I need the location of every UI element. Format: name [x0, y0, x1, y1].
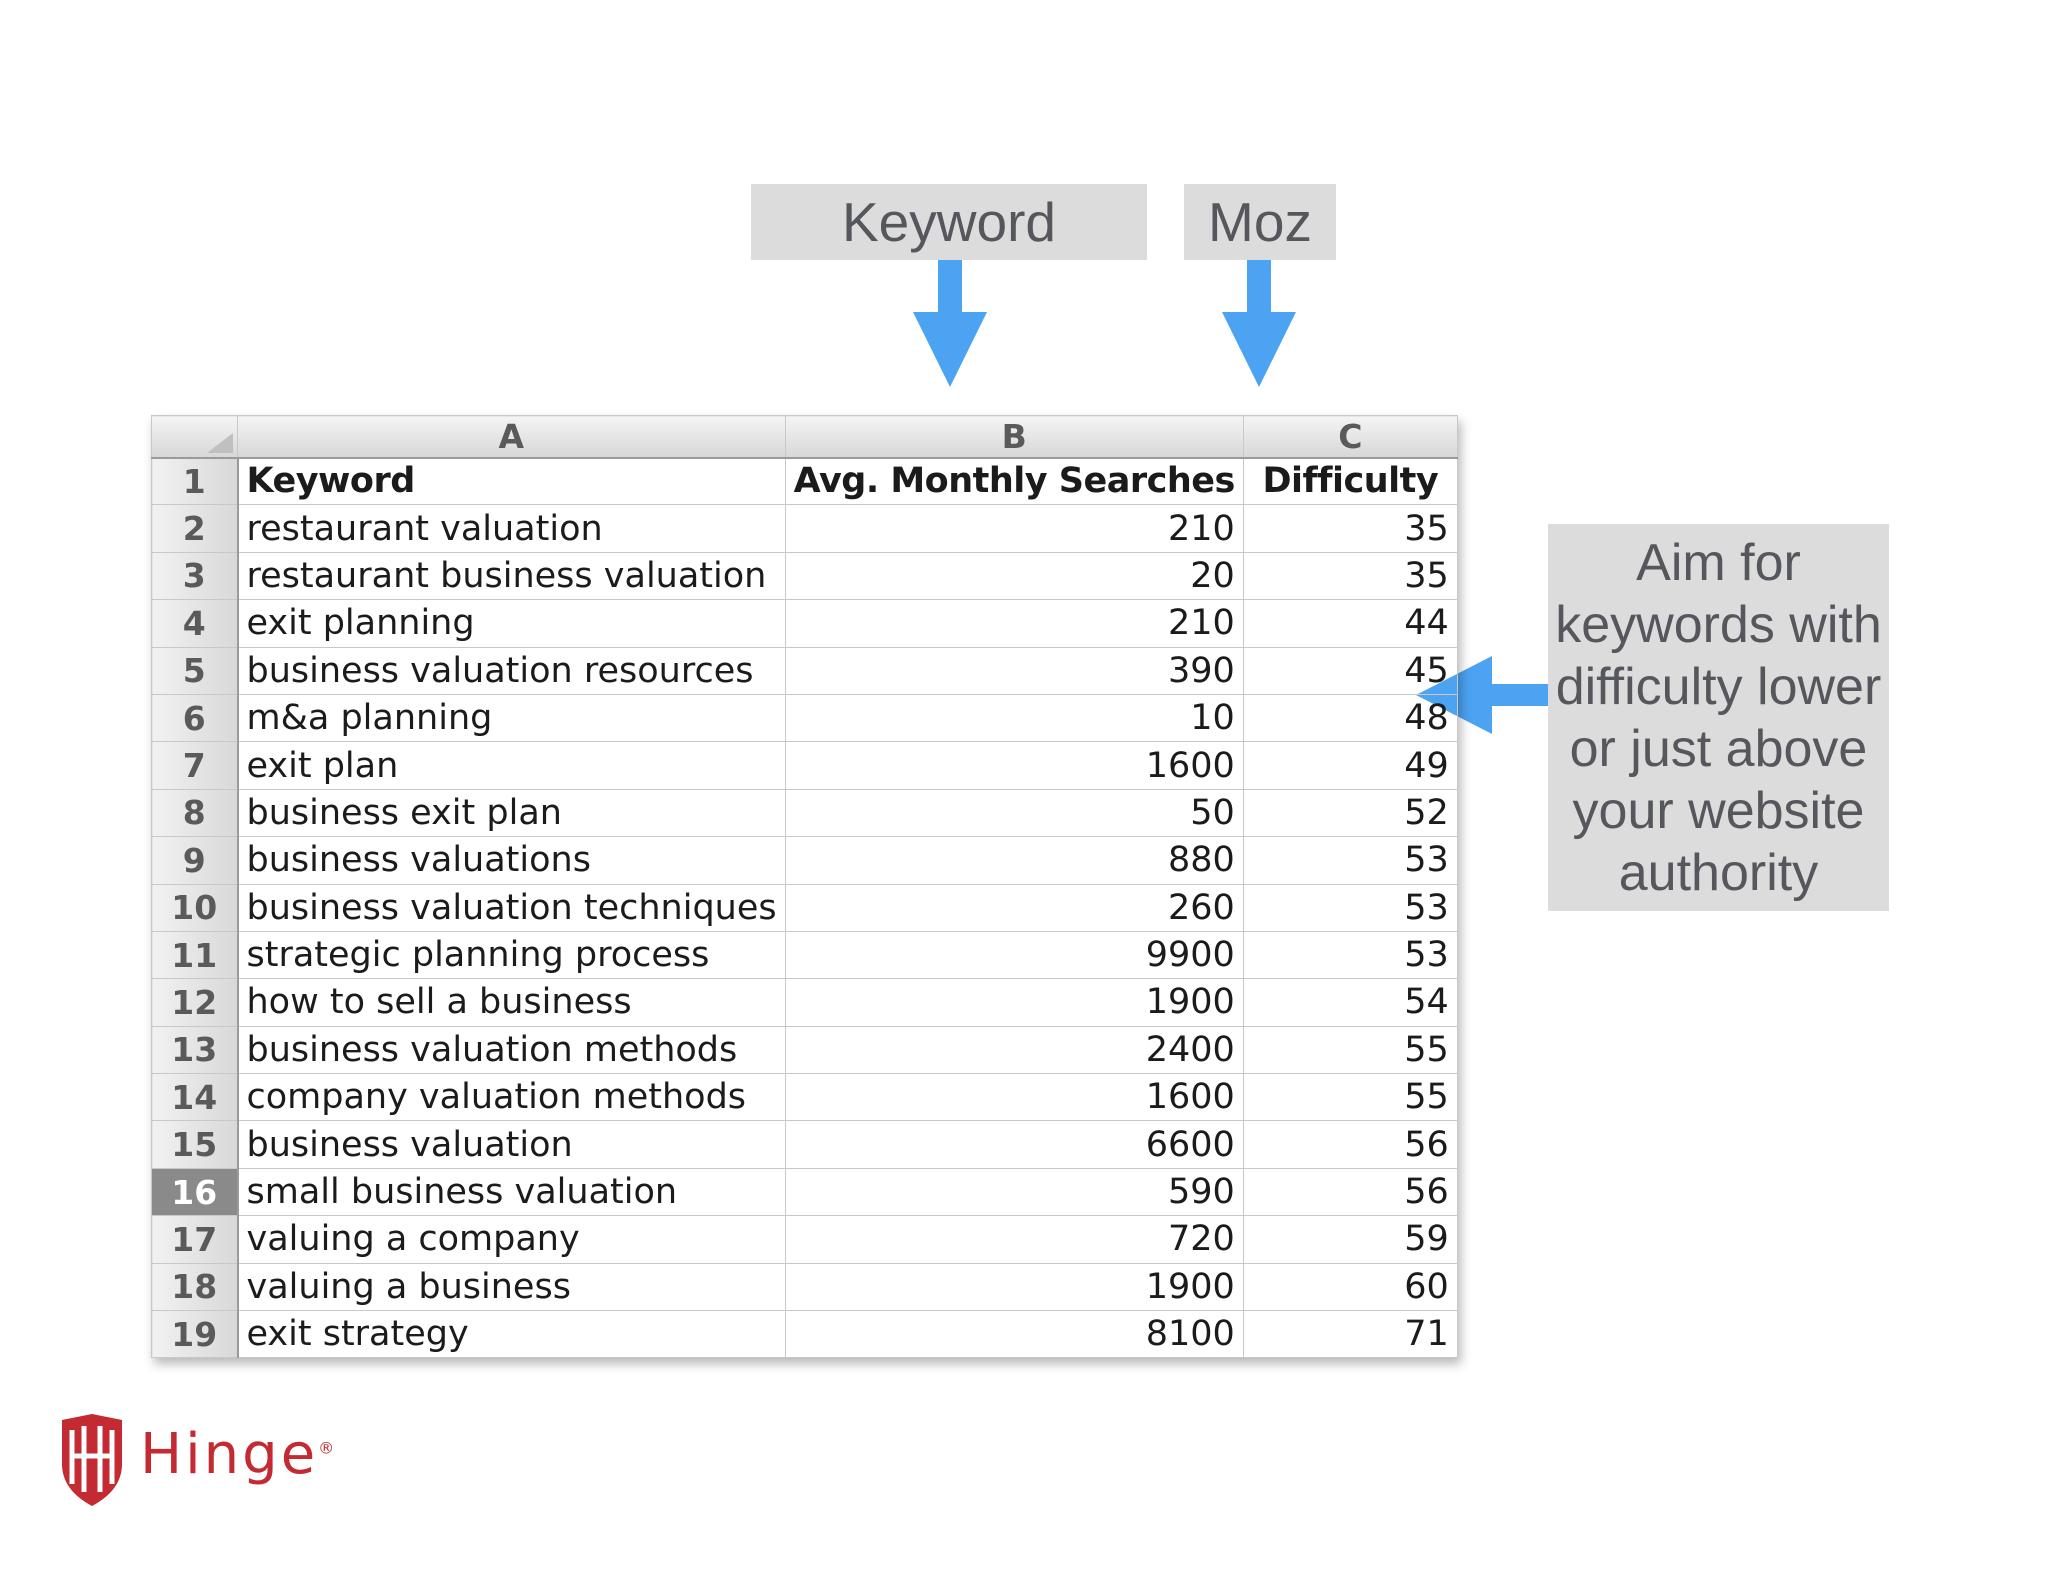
difficulty-cell[interactable]: 56: [1243, 1121, 1457, 1168]
keyword-cell[interactable]: exit planning: [238, 600, 786, 647]
row-number[interactable]: 7: [152, 742, 238, 789]
header-row: [152, 458, 1458, 505]
table-row: [152, 1216, 1458, 1263]
advice-line: your website: [1572, 781, 1865, 840]
hinge-logo: [58, 1414, 338, 1514]
table-row: [152, 552, 1458, 599]
column-header-b[interactable]: B: [785, 416, 1243, 458]
table-row: [152, 694, 1458, 741]
sheet-body: [152, 458, 1458, 1358]
table-row: [152, 1263, 1458, 1310]
keyword-cell[interactable]: exit plan: [238, 742, 786, 789]
arrow-shaft: [1247, 260, 1271, 314]
keyword-cell[interactable]: exit strategy: [238, 1311, 786, 1358]
table-row: [152, 931, 1458, 978]
difficulty-cell[interactable]: 52: [1243, 789, 1457, 836]
table-row: [152, 837, 1458, 884]
table-row: [152, 979, 1458, 1026]
arrow-down-icon: [905, 260, 995, 390]
table-row: [152, 1121, 1458, 1168]
monthly-searches-cell[interactable]: 590: [785, 1168, 1243, 1215]
column-header-row: [152, 416, 1458, 458]
difficulty-cell[interactable]: 53: [1243, 931, 1457, 978]
row-number[interactable]: 15: [152, 1121, 238, 1168]
arrow-shaft: [1490, 684, 1550, 706]
monthly-searches-cell[interactable]: 260: [785, 884, 1243, 931]
keyword-tool-label: Keyword: [842, 191, 1056, 253]
monthly-searches-cell[interactable]: 210: [785, 505, 1243, 552]
table-row: [152, 789, 1458, 836]
table-row: [152, 742, 1458, 789]
monthly-searches-cell[interactable]: 20: [785, 552, 1243, 599]
keyword-cell[interactable]: small business valuation: [238, 1168, 786, 1215]
monthly-searches-cell[interactable]: 210: [785, 600, 1243, 647]
monthly-searches-cell[interactable]: 10: [785, 694, 1243, 741]
row-number[interactable]: 10: [152, 884, 238, 931]
monthly-searches-cell[interactable]: 720: [785, 1216, 1243, 1263]
arrow-head: [913, 312, 987, 387]
keyword-cell[interactable]: business valuation: [238, 1121, 786, 1168]
difficulty-cell[interactable]: 60: [1243, 1263, 1457, 1310]
keyword-cell[interactable]: company valuation methods: [238, 1074, 786, 1121]
difficulty-cell[interactable]: 71: [1243, 1311, 1457, 1358]
row-number[interactable]: 5: [152, 647, 238, 694]
keyword-cell[interactable]: restaurant valuation: [238, 505, 786, 552]
table-row: [152, 1026, 1458, 1073]
keyword-cell[interactable]: valuing a company: [238, 1216, 786, 1263]
keyword-cell[interactable]: valuing a business: [238, 1263, 786, 1310]
row-number[interactable]: 9: [152, 837, 238, 884]
monthly-searches-cell[interactable]: 6600: [785, 1121, 1243, 1168]
row-number[interactable]: 13: [152, 1026, 238, 1073]
monthly-searches-cell[interactable]: 1900: [785, 979, 1243, 1026]
keyword-cell[interactable]: business valuation resources: [238, 647, 786, 694]
difficulty-cell[interactable]: 35: [1243, 552, 1457, 599]
table-row: [152, 600, 1458, 647]
row-number[interactable]: 8: [152, 789, 238, 836]
keyword-cell[interactable]: business valuation techniques: [238, 884, 786, 931]
row-number[interactable]: 2: [152, 505, 238, 552]
keyword-cell[interactable]: restaurant business valuation: [238, 552, 786, 599]
monthly-searches-cell[interactable]: 390: [785, 647, 1243, 694]
row-number[interactable]: 12: [152, 979, 238, 1026]
difficulty-cell[interactable]: 45: [1243, 647, 1457, 694]
row-number[interactable]: 11: [152, 931, 238, 978]
table-row: [152, 647, 1458, 694]
monthly-searches-cell[interactable]: 50: [785, 789, 1243, 836]
hinge-wordmark-text: Hinge: [140, 1422, 319, 1487]
arrow-head: [1222, 312, 1296, 387]
difficulty-cell[interactable]: 59: [1243, 1216, 1457, 1263]
row-number[interactable]: 4: [152, 600, 238, 647]
difficulty-cell[interactable]: 48: [1243, 694, 1457, 741]
table-row: [152, 1311, 1458, 1358]
arrow-shaft: [938, 260, 962, 314]
monthly-searches-cell[interactable]: 1600: [785, 1074, 1243, 1121]
advice-line: or just above: [1569, 719, 1868, 778]
registered-mark: ®: [318, 1438, 338, 1458]
keyword-cell[interactable]: m&a planning: [238, 694, 786, 741]
difficulty-cell[interactable]: 53: [1243, 884, 1457, 931]
monthly-searches-cell[interactable]: 2400: [785, 1026, 1243, 1073]
keyword-cell[interactable]: business valuation methods: [238, 1026, 786, 1073]
keyword-cell[interactable]: how to sell a business: [238, 979, 786, 1026]
monthly-searches-cell[interactable]: Avg. Monthly Searches: [785, 458, 1243, 505]
monthly-searches-cell[interactable]: 880: [785, 837, 1243, 884]
row-number[interactable]: 6: [152, 694, 238, 741]
table-row: [152, 505, 1458, 552]
difficulty-cell[interactable]: 35: [1243, 505, 1457, 552]
monthly-searches-cell[interactable]: 8100: [785, 1311, 1243, 1358]
row-number[interactable]: 1: [152, 458, 238, 505]
advice-text: [1555, 532, 1882, 904]
keyword-cell[interactable]: Keyword: [238, 458, 786, 505]
row-number[interactable]: 3: [152, 552, 238, 599]
row-number[interactable]: 14: [152, 1074, 238, 1121]
difficulty-cell[interactable]: 44: [1243, 600, 1457, 647]
keyword-cell[interactable]: strategic planning process: [238, 931, 786, 978]
hinge-shield-icon: [58, 1414, 126, 1506]
row-number[interactable]: 19: [152, 1311, 238, 1358]
column-header-a[interactable]: A: [238, 416, 786, 458]
row-number[interactable]: 16: [152, 1168, 238, 1215]
monthly-searches-cell[interactable]: 1900: [785, 1263, 1243, 1310]
moz-callout: [1184, 184, 1336, 260]
hinge-wordmark: [140, 1422, 337, 1487]
advice-line: keywords with: [1555, 595, 1882, 654]
keyword-cell[interactable]: business exit plan: [238, 789, 786, 836]
keyword-cell[interactable]: business valuations: [238, 837, 786, 884]
monthly-searches-cell[interactable]: 1600: [785, 742, 1243, 789]
table-row: [152, 884, 1458, 931]
advice-callout: [1548, 524, 1889, 911]
row-number[interactable]: 17: [152, 1216, 238, 1263]
advice-line: Aim for: [1636, 533, 1801, 592]
select-all-corner[interactable]: [152, 416, 238, 458]
table-row: [152, 1168, 1458, 1215]
difficulty-cell[interactable]: 53: [1243, 837, 1457, 884]
difficulty-cell[interactable]: 56: [1243, 1168, 1457, 1215]
difficulty-cell[interactable]: 49: [1243, 742, 1457, 789]
arrow-down-icon: [1214, 260, 1304, 390]
difficulty-cell[interactable]: 54: [1243, 979, 1457, 1026]
difficulty-cell[interactable]: 55: [1243, 1026, 1457, 1073]
moz-label: Moz: [1208, 191, 1312, 253]
spreadsheet-grid: [151, 415, 1458, 1358]
column-header-c[interactable]: C: [1243, 416, 1457, 458]
difficulty-cell[interactable]: 55: [1243, 1074, 1457, 1121]
difficulty-cell[interactable]: Difficulty: [1243, 458, 1457, 505]
monthly-searches-cell[interactable]: 9900: [785, 931, 1243, 978]
advice-line: difficulty lower: [1555, 657, 1882, 716]
table-row: [152, 1074, 1458, 1121]
advice-line: authority: [1618, 843, 1819, 902]
keyword-tool-callout: [751, 184, 1147, 260]
row-number[interactable]: 18: [152, 1263, 238, 1310]
